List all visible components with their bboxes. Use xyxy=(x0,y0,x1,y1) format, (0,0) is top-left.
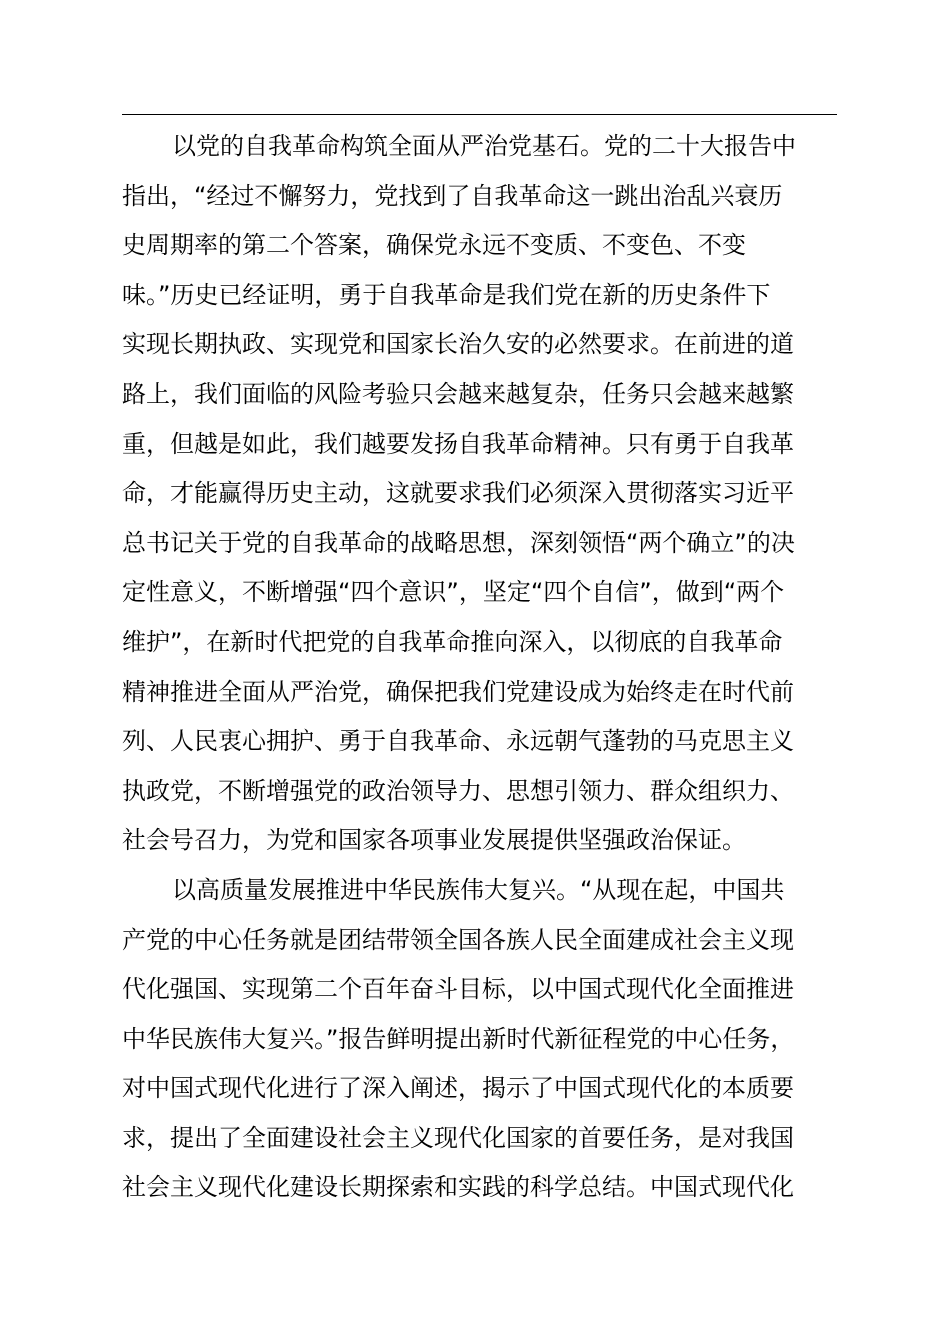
text-line: 史周期率的第二个答案，确保党永远不变质、不变色、不变 xyxy=(122,231,746,260)
text-line: 求，提出了全面建设社会主义现代化国家的首要任务，是对我国 xyxy=(122,1123,794,1152)
text-line: 指出，“经过不懈努力，党找到了自我革命这一跳出治乱兴衰历 xyxy=(122,181,783,210)
text-line: 社会主义现代化建设长期探索和实践的科学总结。中国式现代化 xyxy=(122,1173,794,1202)
text-line: 定性意义，不断增强“四个意识”，坚定“四个自信”，做到“两个 xyxy=(122,578,785,607)
text-line: 社会号召力，为党和国家各项事业发展提供坚强政治保证。 xyxy=(122,826,746,855)
document-body xyxy=(122,122,837,1213)
text-line: 中华民族伟大复兴。”报告鲜明提出新时代新征程党的中心任务， xyxy=(122,1024,795,1053)
text-line: 产党的中心任务就是团结带领全国各族人民全面建成社会主义现 xyxy=(122,925,794,954)
text-line: 总书记关于党的自我革命的战略思想，深刻领悟“两个确立”的决 xyxy=(122,528,795,557)
text-line: 路上，我们面临的风险考验只会越来越复杂，任务只会越来越繁 xyxy=(122,379,794,408)
text-line: 代化强国、实现第二个百年奋斗目标，以中国式现代化全面推进 xyxy=(122,975,794,1004)
text-line: 重，但越是如此，我们越要发扬自我革命精神。只有勇于自我革 xyxy=(122,429,794,458)
text-line: 列、人民衷心拥护、勇于自我革命、永远朝气蓬勃的马克思主义 xyxy=(122,727,794,756)
text-line: 命，才能赢得历史主动，这就要求我们必须深入贯彻落实习近平 xyxy=(122,479,794,508)
text-line: 精神推进全面从严治党，确保把我们党建设成为始终走在时代前 xyxy=(122,677,794,706)
text-line: 执政党，不断增强党的政治领导力、思想引领力、群众组织力、 xyxy=(122,776,794,805)
text-line: 以高质量发展推进中华民族伟大复兴。“从现在起，中国共 xyxy=(172,875,785,904)
text-line: 实现长期执政、实现党和国家长治久安的必然要求。在前进的道 xyxy=(122,330,794,359)
text-line: 味。”历史已经证明，勇于自我革命是我们党在新的历史条件下 xyxy=(122,280,771,309)
text-line: 维护”，在新时代把党的自我革命推向深入，以彻底的自我革命 xyxy=(122,627,783,656)
paragraph-2 xyxy=(122,866,837,1213)
text-line: 对中国式现代化进行了深入阐述，揭示了中国式现代化的本质要 xyxy=(122,1074,794,1103)
paragraph-1 xyxy=(122,122,837,866)
header-rule xyxy=(122,114,837,115)
text-line: 以党的自我革命构筑全面从严治党基石。党的二十大报告中 xyxy=(172,132,796,160)
